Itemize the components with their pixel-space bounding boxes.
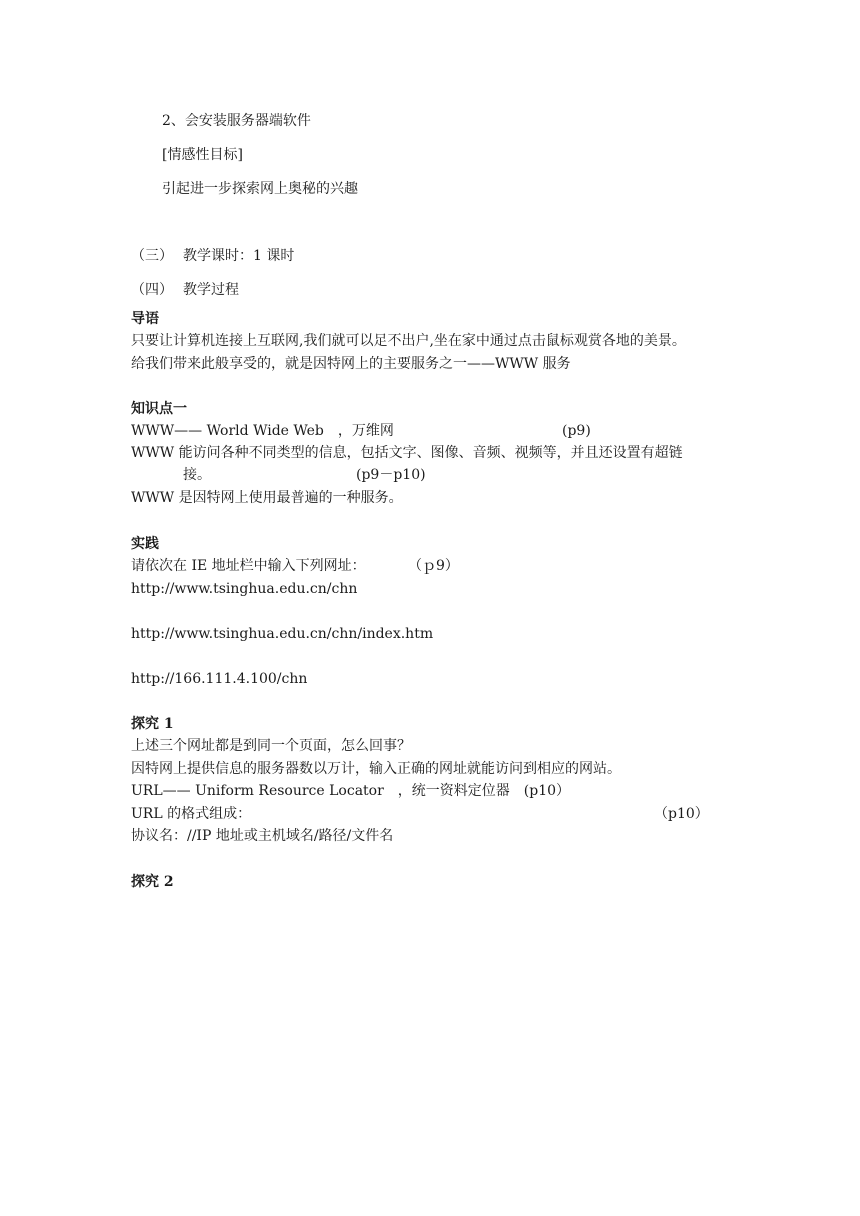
url-format-page-ref: （p10）: [654, 806, 709, 822]
explore-1-question: 上述三个网址都是到同一个页面，怎么回事？: [131, 738, 411, 754]
explore-2-heading: 探究 2: [131, 874, 174, 890]
www-definition-page-ref: (p9): [562, 423, 591, 439]
intro-heading: 导语: [131, 311, 159, 327]
objective-item-2: 2、会安装服务器端软件: [162, 113, 311, 129]
affective-objective-text: 引起进一步探索网上奥秘的兴趣: [162, 181, 358, 197]
www-capabilities-page-ref: (p9－p10): [356, 467, 426, 483]
url-format-value: 协议名：//IP 地址或主机域名/路径/文件名: [131, 828, 394, 844]
explore-1-answer: 因特网上提供信息的服务器数以万计，输入正确的网址就能访问到相应的网站。: [131, 761, 621, 777]
intro-line-1: 只要让计算机连接上互联网,我们就可以足不出户,坐在家中通过点击鼠标观赏各地的美景。: [131, 333, 686, 349]
affective-objective-heading: [情感性目标]: [162, 147, 243, 163]
url-format-label: URL 的格式组成：: [131, 806, 252, 822]
section-3-number: （三）: [131, 248, 173, 264]
practice-url-2: http://www.tsinghua.edu.cn/chn/index.htm: [131, 626, 434, 642]
section-3-text: 教学课时：1 课时: [183, 248, 295, 264]
practice-heading: 实践: [131, 536, 159, 552]
url-definition: URL—— Uniform Resource Locator ，统一资料定位器 (p10）: [131, 783, 571, 799]
section-4-text: 教学过程: [183, 282, 239, 298]
practice-instruction-page-ref: （ｐ9）: [408, 558, 459, 574]
knowledge-point-1-heading: 知识点一: [131, 401, 187, 417]
www-capabilities-line: WWW 能访问各种不同类型的信息，包括文字、图像、音频、视频等，并且还设置有超链: [131, 445, 683, 461]
www-definition: WWW—— World Wide Web ，万维网: [131, 423, 394, 439]
explore-1-heading: 探究 1: [131, 716, 174, 732]
practice-instruction: 请依次在 IE 地址栏中输入下列网址：: [131, 558, 366, 574]
section-4-number: （四）: [131, 282, 173, 298]
practice-url-1: http://www.tsinghua.edu.cn/chn: [131, 581, 358, 597]
practice-url-3: http://166.111.4.100/chn: [131, 671, 308, 687]
www-usage-line: WWW 是因特网上使用最普遍的一种服务。: [131, 490, 403, 506]
www-capabilities-continuation: 接。: [183, 467, 211, 483]
intro-line-2: 给我们带来此般享受的，就是因特网上的主要服务之一——WWW 服务: [131, 356, 571, 372]
